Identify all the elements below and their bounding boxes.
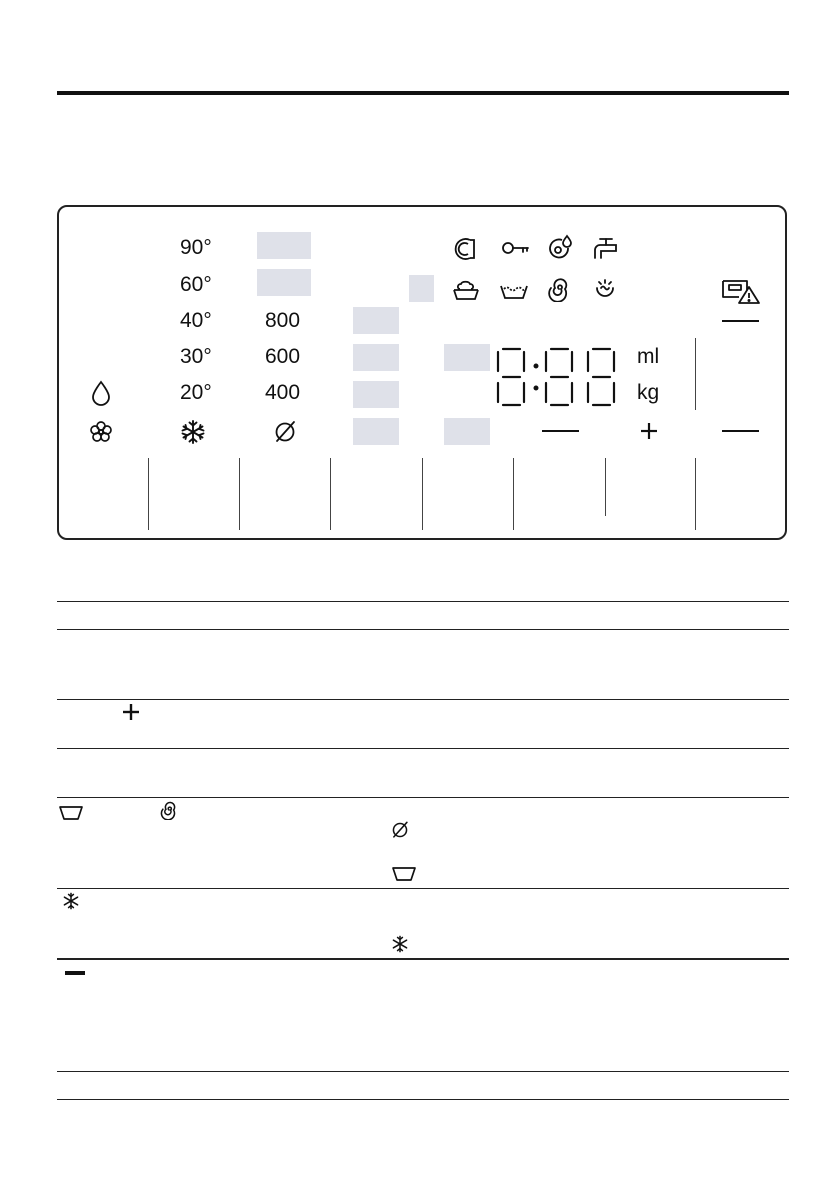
minus-icon [542,430,579,432]
table-rule [57,797,789,798]
flower-icon [89,420,113,444]
minus-icon [722,430,759,432]
spin-600-label: 600 [265,345,301,368]
rinse-hold-icon [592,276,618,302]
column-divider [422,458,423,530]
column-divider [148,458,149,530]
spin-800-label: 800 [265,309,301,332]
spin-led-second [257,269,311,296]
minus-indicator [722,320,759,322]
plus-icon [640,422,658,440]
column-divider [330,458,331,530]
snowflake-icon [180,419,206,445]
table-rule [57,748,789,749]
temp-40-label: 40° [180,309,212,332]
plus-icon [122,703,140,721]
led-block [353,381,399,408]
unit-kg-label: kg [637,381,660,404]
spin-icon [159,800,179,820]
table-rule [57,1071,789,1072]
no-spin-icon [272,419,298,445]
water-drop-icon [90,380,112,406]
led-block [353,307,399,334]
wash-tub-icon [391,866,417,882]
led-block [444,344,490,371]
temp-90-label: 90° [180,236,212,259]
table-rule [57,1099,789,1100]
table-rule [57,888,789,889]
dosing-sensor-icon [546,234,574,262]
led-block [353,418,399,445]
minus-icon [65,971,85,975]
key-icon [501,240,531,256]
temp-60-label: 60° [180,273,212,296]
temp-20-label: 20° [180,381,212,404]
column-divider [513,458,514,530]
seven-segment-display [494,346,620,408]
main-wash-icon [499,280,529,300]
table-rule [57,601,789,602]
column-divider [605,458,606,516]
spin-led-top [257,232,311,259]
header-rule [57,91,789,95]
spin-icon [546,276,572,302]
unit-ml-label: ml [637,345,660,368]
table-rule [57,699,789,700]
snowflake-icon [391,935,409,953]
snowflake-icon [62,892,80,910]
led-block-small [409,275,434,302]
led-block [353,344,399,371]
spin-400-label: 400 [265,381,301,404]
column-divider [695,338,696,410]
led-block [444,418,490,445]
column-divider [695,458,696,530]
prewash-icon [452,279,480,301]
column-divider [239,458,240,530]
drum-clean-icon [452,236,482,262]
temp-30-label: 30° [180,345,212,368]
wash-tub-icon [58,805,84,821]
detergent-warning-icon [721,277,761,305]
table-rule [57,629,789,630]
water-tap-icon [592,236,618,262]
no-spin-icon [390,820,410,840]
table-rule [57,958,789,960]
